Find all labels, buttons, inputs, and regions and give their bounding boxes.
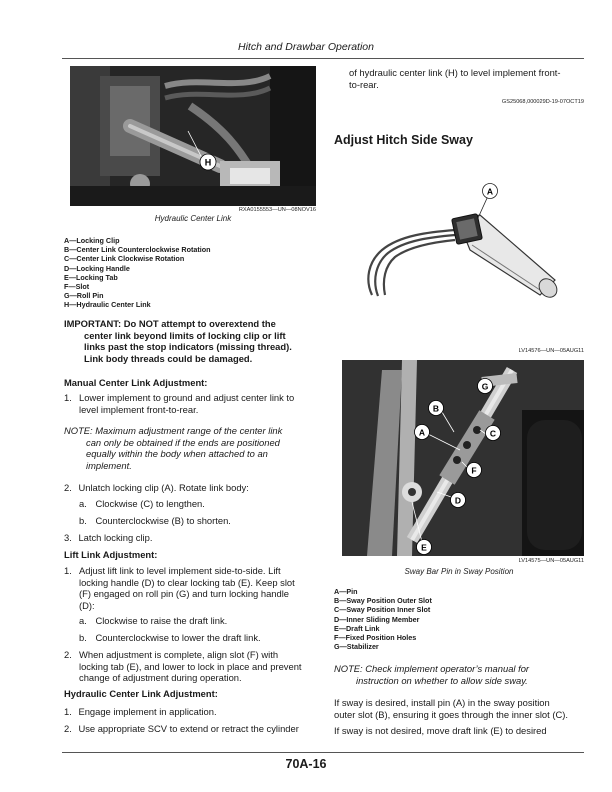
step-line: change of adjustment during operation. [79,672,242,684]
note-line: can only be obtained if the ends are positioned [86,436,280,448]
step-number: 1. [64,706,72,717]
legend-item: G—Stabilizer [334,642,379,652]
legend-item: H—Hydraulic Center Link [64,300,151,310]
step-line: locking handle (D) to clear locking tab (E). Keep slot [79,576,295,588]
step-line: Adjust lift link to level implement side-to-side. Lift [79,565,281,576]
sway-callouts [400,372,520,562]
callout-d: D [454,495,462,506]
note-line: implement. [86,459,132,471]
legend-item: A—Locking Clip [64,236,120,245]
step-number: 3. [64,532,72,543]
continued-line: to-rear. [349,78,379,90]
callout-c: C [489,428,497,439]
sub-text: Counterclockwise to lower the draft link. [95,632,261,643]
sub-number: b. [79,515,87,526]
step-number: 2. [64,482,72,493]
step-line: locking tab (E), and lower to lock in place and prevent [79,660,302,672]
lift-step-2 [64,649,318,684]
callout-f: F [471,465,477,476]
legend-item: E—Draft Link [334,623,380,633]
running-header: Hitch and Drawbar Operation [238,41,374,53]
hydraulic-center-link-illustration [70,66,316,206]
pin-drawing [360,180,580,305]
step-number: 2. [64,723,72,734]
figure-caption: Hydraulic Center Link [154,214,232,223]
manual-step-1 [64,392,318,415]
step-line: Lower implement to ground and adjust center link to [79,392,295,403]
hydraulic-step-2 [64,723,299,735]
legend-item: E—Locking Tab [64,272,118,282]
sway-paragraph-1 [334,697,586,720]
important-line: links past the stop indicators (missing thread). [84,341,292,353]
sub-text: Counterclockwise (B) to shorten. [95,515,231,526]
callout-b: B [432,403,440,414]
sub-number: b. [79,632,87,643]
legend-item: A—Pin [334,587,358,596]
figure-code: RXA0155553—UN—08NOV16 [238,207,316,213]
lift-heading: Lift Link Adjustment: [64,549,158,560]
sub-text: Clockwise (C) to lengthen. [95,498,205,509]
manual-sub-b [79,515,231,527]
sway-paragraph-2: If sway is not desired, move draft link (E) to desired [334,725,547,736]
legend-hydraulic [64,236,211,310]
sway-note [334,663,584,686]
hydraulic-step-1 [64,706,217,718]
legend-item: C—Center Link Clockwise Rotation [64,254,185,264]
step-text: Use appropriate SCV to extend or retract the cylinder [78,723,299,734]
legend-sway [334,587,432,651]
callout-g: G [481,381,489,392]
figure-code: LV14576—UN—05AUG11 [518,348,584,354]
important-line: IMPORTANT: Do NOT attempt to overextend the [64,318,276,329]
figure-code: LV14575—UN—05AUG11 [518,558,584,564]
note-line: NOTE: Maximum adjustment range of the center link [64,425,283,436]
step-text: Latch locking clip. [78,532,153,543]
important-line: Link body threads could be damaged. [84,352,253,364]
manual-step-3 [64,532,152,544]
manual-heading: Manual Center Link Adjustment: [64,377,208,388]
sway-pin-illustration [360,180,580,305]
section-code: GS25068,000029D-19-07OCT19 [501,99,584,105]
page-number: 70A-16 [285,757,327,771]
callout-h: H [204,157,212,168]
legend-item: C—Sway Position Inner Slot [334,605,431,615]
footer-rule [62,752,584,753]
step-line: level implement front-to-rear. [79,403,199,415]
legend-item: D—Locking Handle [64,263,130,273]
step-text: Unlatch locking clip (A). Rotate link body: [78,482,249,493]
lift-sub-b [79,632,261,644]
legend-item: D—Inner Sliding Member [334,614,420,624]
hydraulic-heading: Hydraulic Center Link Adjustment: [64,688,218,699]
hydraulic-center-link-photo [70,66,316,206]
paragraph-line: If sway is desired, install pin (A) in the sway position [334,697,550,708]
legend-item: G—Roll Pin [64,291,104,301]
sub-number: a. [79,615,87,626]
sub-text: Clockwise to raise the draft link. [95,615,228,626]
callout-e: E [421,542,427,553]
step-line: (F) engaged on roll pin (G) and turn locking handle [79,588,290,600]
step-number: 1. [64,565,72,576]
legend-item: F—Fixed Position Holes [334,633,417,643]
note-line: equally within the body when attached to an [86,448,268,460]
lift-sub-a [79,615,227,627]
paragraph-line: outer slot (B), ensuring it goes through the inner slot (C). [334,708,568,720]
note-line: NOTE: Check implement operator’s manual for [334,663,530,674]
manual-step-2 [64,482,249,494]
note-line: instruction on whether to allow side sway. [356,674,528,686]
hydraulic-step-2-continued [334,67,584,90]
callout-a: A [486,186,494,197]
step-number: 1. [64,392,72,403]
step-text: Engage implement in application. [78,706,217,717]
step-line: (D): [79,599,95,611]
legend-item: B—Sway Position Outer Slot [334,596,432,606]
continued-line: of hydraulic center link (H) to level implement front- [349,67,561,78]
legend-item: F—Slot [64,282,90,292]
sub-number: a. [79,498,87,509]
important-notice [64,318,314,364]
lift-step-1 [64,565,318,611]
figure-caption: Sway Bar Pin in Sway Position [404,567,514,576]
header-rule [62,58,584,59]
step-number: 2. [64,649,72,660]
callout-a2: A [418,427,426,438]
legend-item: B—Center Link Counterclockwise Rotation [64,245,211,255]
manual-sub-a [79,498,205,510]
manual-note [64,425,318,471]
important-line: center link beyond limits of locking clip or lift [84,329,286,341]
step-line: When adjustment is complete, align slot (F) with [79,649,279,660]
section-title: Adjust Hitch Side Sway [334,133,473,147]
